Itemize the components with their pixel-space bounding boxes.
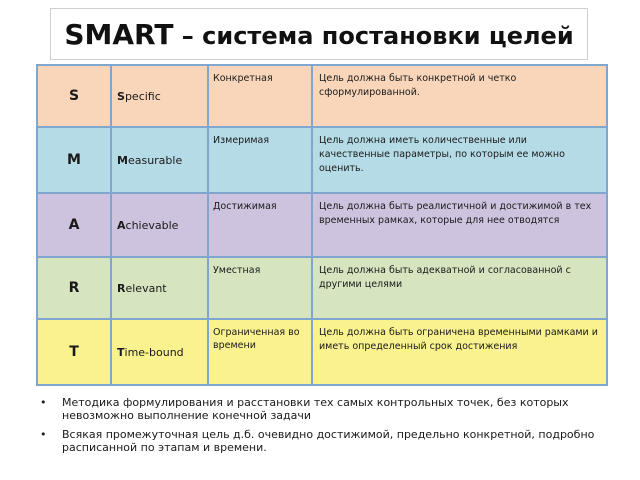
table-row-s	[37, 65, 607, 127]
term-initial: T	[117, 345, 125, 359]
list-item	[40, 428, 600, 454]
term-initial: M	[117, 153, 128, 167]
description-cell: Цель должна иметь количественные или качественные параметры, по которым ее можно оценить.	[312, 127, 607, 193]
bullet-text: Методика формулирования и расстановки тех самых контрольных точек, без которых невозможно выполнение конечной задачи	[62, 396, 569, 422]
russian-term-cell: Измеримая	[208, 127, 312, 193]
russian-term-cell: Ограниченная во времени	[208, 319, 312, 385]
term-cell	[111, 65, 208, 127]
term-cell	[111, 127, 208, 193]
bullet-marker: •	[40, 396, 47, 409]
term-cell	[111, 319, 208, 385]
smart-table	[36, 64, 608, 386]
letter-cell: T	[37, 319, 111, 385]
table-row-r	[37, 257, 607, 319]
description-cell: Цель должна быть ограничена временными рамками и иметь определенный срок достижения	[312, 319, 607, 385]
term-rest: easurable	[127, 153, 183, 167]
russian-term-cell: Достижимая	[208, 193, 312, 257]
table-row-t	[37, 319, 607, 385]
russian-term-cell: Уместная	[208, 257, 312, 319]
table-row-m	[37, 127, 607, 193]
term-initial: S	[117, 89, 125, 103]
list-item	[40, 396, 600, 422]
bullet-marker: •	[40, 428, 47, 441]
term-initial: R	[117, 281, 126, 295]
title-rest: – система постановки целей	[173, 21, 574, 50]
term-rest: elevant	[125, 281, 167, 295]
term-rest: chievable	[125, 218, 179, 232]
description-cell: Цель должна быть адекватной и согласованной с другими целями	[312, 257, 607, 319]
letter-cell: S	[37, 65, 111, 127]
term-cell	[111, 257, 208, 319]
russian-term-cell: Конкретная	[208, 65, 312, 127]
term-initial: A	[117, 218, 126, 232]
term-rest: pecific	[124, 89, 161, 103]
title-smart: SMART	[64, 17, 174, 51]
title-box	[50, 8, 588, 60]
letter-cell: M	[37, 127, 111, 193]
term-rest: ime-bound	[124, 345, 184, 359]
term-cell	[111, 193, 208, 257]
table-row-a	[37, 193, 607, 257]
bullet-text: Всякая промежуточная цель д.б. очевидно достижимой, предельно конкретной, подробно расписанной по этапам и времени.	[62, 428, 595, 454]
letter-cell: R	[37, 257, 111, 319]
bullet-list	[40, 396, 600, 460]
description-cell: Цель должна быть реалистичной и достижимой в тех временных рамках, которые для нее отводятся	[312, 193, 607, 257]
letter-cell: A	[37, 193, 111, 257]
description-cell: Цель должна быть конкретной и четко сформулированной.	[312, 65, 607, 127]
page-title	[64, 18, 573, 51]
